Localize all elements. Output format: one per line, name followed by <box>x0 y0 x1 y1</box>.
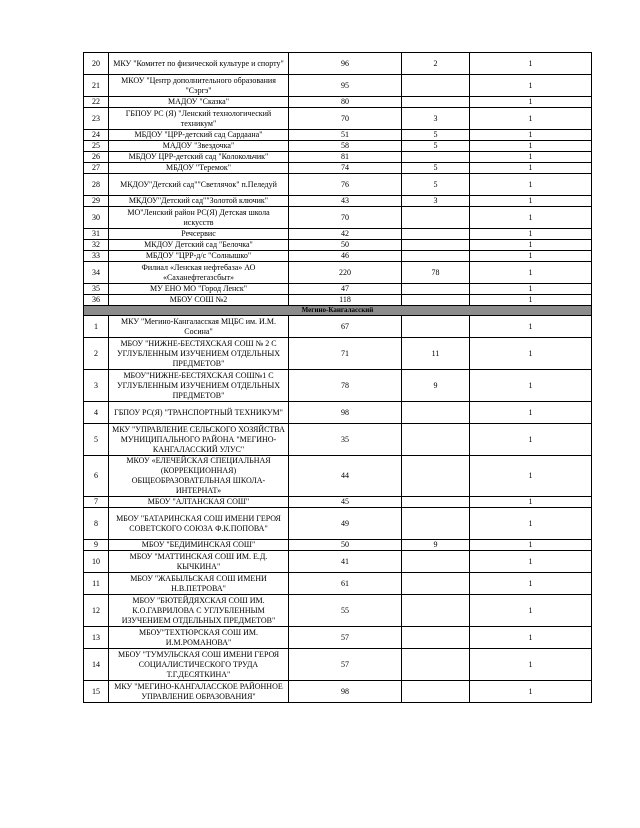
row-number-cell: 3 <box>84 370 109 402</box>
table-row <box>84 207 592 229</box>
table-row <box>84 130 592 141</box>
count-a-cell: 95 <box>289 75 402 97</box>
count-c-cell: 1 <box>470 196 592 207</box>
row-number-cell: 35 <box>84 284 109 295</box>
count-b-cell: 3 <box>402 196 470 207</box>
count-c-cell: 1 <box>470 338 592 370</box>
row-number-cell: 34 <box>84 262 109 284</box>
table-row <box>84 141 592 152</box>
row-number-cell: 29 <box>84 196 109 207</box>
count-a-cell: 50 <box>289 540 402 551</box>
count-b-cell: 3 <box>402 108 470 130</box>
count-c-cell: 1 <box>470 370 592 402</box>
table-row <box>84 262 592 284</box>
row-number-cell: 30 <box>84 207 109 229</box>
count-c-cell: 1 <box>470 141 592 152</box>
organization-name-cell: МБОУ"НИЖНЕ-БЕСТЯХСКАЯ СОШ№1 С УГЛУБЛЕННЫМ ИЗУЧЕНИЕМ ОТДЕЛЬНЫХ ПРЕДМЕТОВ" <box>109 370 289 402</box>
count-a-cell: 43 <box>289 196 402 207</box>
count-a-cell: 41 <box>289 551 402 573</box>
organization-name-cell: МКДОУ"Детский сад""Светлячок" п.Пеледуй <box>109 174 289 196</box>
organization-name-cell: МКОУ "Центр дополнительного образования "Сэргэ" <box>109 75 289 97</box>
count-b-cell <box>402 551 470 573</box>
count-a-cell: 98 <box>289 681 402 703</box>
organization-name-cell: МБОУ"ТЕХТЮРСКАЯ СОШ ИМ. И.М.РОМАНОВА" <box>109 627 289 649</box>
table-row <box>84 370 592 402</box>
count-b-cell <box>402 284 470 295</box>
row-number-cell: 6 <box>84 456 109 497</box>
organization-name-cell: МО"Ленский район РС(Я) Детская школа искусств <box>109 207 289 229</box>
count-a-cell: 67 <box>289 316 402 338</box>
count-c-cell: 1 <box>470 251 592 262</box>
organization-name-cell: МБОУ "БАТАРИНСКАЯ СОШ ИМЕНИ ГЕРОЯ СОВЕТСКОГО СОЮЗА Ф.К.ПОПОВА" <box>109 508 289 540</box>
row-number-cell: 4 <box>84 402 109 424</box>
table-row <box>84 152 592 163</box>
count-a-cell: 76 <box>289 174 402 196</box>
organization-name-cell: МКУ "МЕГИНО-КАНГАЛАССКОЕ РАЙОННОЕ УПРАВЛЕНИЕ ОБРАЗОВАНИЯ" <box>109 681 289 703</box>
count-b-cell <box>402 316 470 338</box>
organization-name-cell: ГБПОУ РС(Я) "ТРАНСПОРТНЫЙ ТЕХНИКУМ" <box>109 402 289 424</box>
count-a-cell: 78 <box>289 370 402 402</box>
count-a-cell: 118 <box>289 295 402 306</box>
count-b-cell <box>402 152 470 163</box>
table-row <box>84 627 592 649</box>
count-c-cell: 1 <box>470 573 592 595</box>
data-table <box>83 52 592 703</box>
count-b-cell <box>402 295 470 306</box>
count-b-cell <box>402 573 470 595</box>
count-c-cell: 1 <box>470 424 592 456</box>
count-b-cell <box>402 424 470 456</box>
table-row <box>84 229 592 240</box>
row-number-cell: 33 <box>84 251 109 262</box>
organization-name-cell: МБОУ "ЖАБЫЛЬСКАЯ СОШ ИМЕНИ Н.В.ПЕТРОВА" <box>109 573 289 595</box>
count-c-cell: 1 <box>470 295 592 306</box>
count-a-cell: 98 <box>289 402 402 424</box>
organization-name-cell: МКДОУ"Детский сад""Золотой ключик" <box>109 196 289 207</box>
count-c-cell: 1 <box>470 97 592 108</box>
row-number-cell: 28 <box>84 174 109 196</box>
count-a-cell: 70 <box>289 108 402 130</box>
table-row <box>84 649 592 681</box>
table-row <box>84 595 592 627</box>
count-c-cell: 1 <box>470 108 592 130</box>
organization-name-cell: Речсервис <box>109 229 289 240</box>
count-c-cell: 1 <box>470 540 592 551</box>
count-c-cell: 1 <box>470 595 592 627</box>
table-row <box>84 316 592 338</box>
row-number-cell: 1 <box>84 316 109 338</box>
count-c-cell: 1 <box>470 627 592 649</box>
count-c-cell: 1 <box>470 240 592 251</box>
count-b-cell <box>402 207 470 229</box>
organization-name-cell: ГБПОУ РС (Я) "Ленский технологический техникум" <box>109 108 289 130</box>
count-a-cell: 51 <box>289 130 402 141</box>
table-row <box>84 508 592 540</box>
count-a-cell: 45 <box>289 497 402 508</box>
table-row <box>84 681 592 703</box>
count-c-cell: 1 <box>470 508 592 540</box>
table-row <box>84 97 592 108</box>
table-row <box>84 295 592 306</box>
count-c-cell: 1 <box>470 229 592 240</box>
count-c-cell: 1 <box>470 163 592 174</box>
table-row <box>84 53 592 75</box>
row-number-cell: 12 <box>84 595 109 627</box>
organization-name-cell: МКДОУ Детский сад "Белочка" <box>109 240 289 251</box>
count-a-cell: 46 <box>289 251 402 262</box>
count-c-cell: 1 <box>470 262 592 284</box>
count-b-cell: 2 <box>402 53 470 75</box>
count-c-cell: 1 <box>470 456 592 497</box>
table-row <box>84 497 592 508</box>
count-b-cell <box>402 97 470 108</box>
organization-name-cell: МАДОУ "Звездочка" <box>109 141 289 152</box>
count-c-cell: 1 <box>470 497 592 508</box>
document-page <box>83 52 591 703</box>
organization-name-cell: МБОУ "БЕДИМИНСКАЯ СОШ" <box>109 540 289 551</box>
organization-name-cell: МКУ "УПРАВЛЕНИЕ СЕЛЬСКОГО ХОЗЯЙСТВА МУНИЦИПАЛЬНОГО РАЙОНА "МЕГИНО-КАНГАЛАССКИЙ УЛУС" <box>109 424 289 456</box>
table-row <box>84 284 592 295</box>
count-c-cell: 1 <box>470 316 592 338</box>
organization-name-cell: МБОУ "НИЖНЕ-БЕСТЯХСКАЯ СОШ № 2 С УГЛУБЛЕННЫМ ИЗУЧЕНИЕМ ОТДЕЛЬНЫХ ПРЕДМЕТОВ" <box>109 338 289 370</box>
table-row <box>84 163 592 174</box>
row-number-cell: 24 <box>84 130 109 141</box>
row-number-cell: 7 <box>84 497 109 508</box>
table-row <box>84 196 592 207</box>
count-b-cell <box>402 456 470 497</box>
group-title: Мегино-Кангаласский <box>84 306 592 316</box>
table-row <box>84 456 592 497</box>
count-a-cell: 74 <box>289 163 402 174</box>
organization-name-cell: МУ ЕНО МО "Город Ленск" <box>109 284 289 295</box>
row-number-cell: 31 <box>84 229 109 240</box>
row-number-cell: 25 <box>84 141 109 152</box>
count-b-cell <box>402 75 470 97</box>
count-b-cell <box>402 497 470 508</box>
count-a-cell: 220 <box>289 262 402 284</box>
count-c-cell: 1 <box>470 649 592 681</box>
organization-name-cell: МАДОУ "Сказка" <box>109 97 289 108</box>
count-a-cell: 42 <box>289 229 402 240</box>
count-c-cell: 1 <box>470 174 592 196</box>
count-a-cell: 81 <box>289 152 402 163</box>
count-c-cell: 1 <box>470 152 592 163</box>
table-row <box>84 251 592 262</box>
organization-name-cell: МБДОУ "Теремок" <box>109 163 289 174</box>
count-b-cell <box>402 251 470 262</box>
count-c-cell: 1 <box>470 53 592 75</box>
count-b-cell: 5 <box>402 163 470 174</box>
row-number-cell: 36 <box>84 295 109 306</box>
row-number-cell: 32 <box>84 240 109 251</box>
organization-name-cell: МБДОУ "ЦРР-д/с "Солнышко" <box>109 251 289 262</box>
organization-name-cell: МКУ "Мегино-Кангаласская МЦБС им. И.М. Сосина" <box>109 316 289 338</box>
count-b-cell: 78 <box>402 262 470 284</box>
table-row <box>84 540 592 551</box>
table-row <box>84 424 592 456</box>
organization-name-cell: МКУ "Комитет по физической культуре и спорту" <box>109 53 289 75</box>
count-b-cell <box>402 627 470 649</box>
organization-name-cell: МБОУ СОШ №2 <box>109 295 289 306</box>
count-a-cell: 70 <box>289 207 402 229</box>
organization-name-cell: МБДОУ ЦРР-детский сад "Колокольчик" <box>109 152 289 163</box>
organization-name-cell: МКОУ «ЕЛЕЧЕЙСКАЯ СПЕЦИАЛЬНАЯ (КОРРЕКЦИОННАЯ) ОБЩЕОБРАЗОВАТЕЛЬНАЯ ШКОЛА-ИНТЕРНАТ» <box>109 456 289 497</box>
count-a-cell: 50 <box>289 240 402 251</box>
table-row <box>84 75 592 97</box>
row-number-cell: 2 <box>84 338 109 370</box>
count-a-cell: 58 <box>289 141 402 152</box>
count-b-cell <box>402 508 470 540</box>
row-number-cell: 20 <box>84 53 109 75</box>
row-number-cell: 8 <box>84 508 109 540</box>
organization-name-cell: Филиал «Ленская нефтебаза» АО «Саханефтегазсбыт» <box>109 262 289 284</box>
organization-name-cell: МБДОУ "ЦРР-детский сад Сардаана" <box>109 130 289 141</box>
count-b-cell: 9 <box>402 370 470 402</box>
row-number-cell: 23 <box>84 108 109 130</box>
count-b-cell: 11 <box>402 338 470 370</box>
count-b-cell <box>402 229 470 240</box>
count-a-cell: 49 <box>289 508 402 540</box>
row-number-cell: 9 <box>84 540 109 551</box>
table-row <box>84 402 592 424</box>
count-b-cell <box>402 595 470 627</box>
row-number-cell: 11 <box>84 573 109 595</box>
count-a-cell: 44 <box>289 456 402 497</box>
organization-name-cell: МБОУ "АЛТАНСКАЯ СОШ" <box>109 497 289 508</box>
table-row <box>84 338 592 370</box>
count-a-cell: 55 <box>289 595 402 627</box>
count-c-cell: 1 <box>470 130 592 141</box>
row-number-cell: 13 <box>84 627 109 649</box>
count-c-cell: 1 <box>470 207 592 229</box>
count-b-cell: 5 <box>402 141 470 152</box>
row-number-cell: 21 <box>84 75 109 97</box>
count-a-cell: 57 <box>289 627 402 649</box>
table-row <box>84 108 592 130</box>
count-b-cell <box>402 649 470 681</box>
row-number-cell: 10 <box>84 551 109 573</box>
row-number-cell: 22 <box>84 97 109 108</box>
row-number-cell: 27 <box>84 163 109 174</box>
count-a-cell: 47 <box>289 284 402 295</box>
row-number-cell: 5 <box>84 424 109 456</box>
table-row <box>84 551 592 573</box>
count-c-cell: 1 <box>470 681 592 703</box>
count-a-cell: 61 <box>289 573 402 595</box>
organization-name-cell: МБОУ "МАТТИНСКАЯ СОШ ИМ. Е.Д. КЫЧКИНА" <box>109 551 289 573</box>
count-b-cell <box>402 681 470 703</box>
count-a-cell: 57 <box>289 649 402 681</box>
organization-name-cell: МБОУ "ТУМУЛЬСКАЯ СОШ ИМЕНИ ГЕРОЯ СОЦИАЛИСТИЧЕСКОГО ТРУДА Т.Г.ДЕСЯТКИНА" <box>109 649 289 681</box>
table-row <box>84 573 592 595</box>
group-header-row <box>84 306 592 316</box>
table-row <box>84 240 592 251</box>
row-number-cell: 26 <box>84 152 109 163</box>
count-b-cell <box>402 402 470 424</box>
count-c-cell: 1 <box>470 402 592 424</box>
count-a-cell: 35 <box>289 424 402 456</box>
count-b-cell: 9 <box>402 540 470 551</box>
organization-name-cell: МБОУ "БЮТЕЙДЯХСКАЯ СОШ ИМ. К.О.ГАВРИЛОВА С УГЛУБЛЕННЫМ ИЗУЧЕНИЕМ ОТДЕЛЬНЫХ ПРЕДМЕТОВ" <box>109 595 289 627</box>
count-b-cell: 5 <box>402 130 470 141</box>
count-c-cell: 1 <box>470 551 592 573</box>
row-number-cell: 15 <box>84 681 109 703</box>
count-a-cell: 96 <box>289 53 402 75</box>
count-b-cell: 5 <box>402 174 470 196</box>
count-c-cell: 1 <box>470 284 592 295</box>
table-row <box>84 174 592 196</box>
count-a-cell: 80 <box>289 97 402 108</box>
row-number-cell: 14 <box>84 649 109 681</box>
count-b-cell <box>402 240 470 251</box>
count-a-cell: 71 <box>289 338 402 370</box>
count-c-cell: 1 <box>470 75 592 97</box>
